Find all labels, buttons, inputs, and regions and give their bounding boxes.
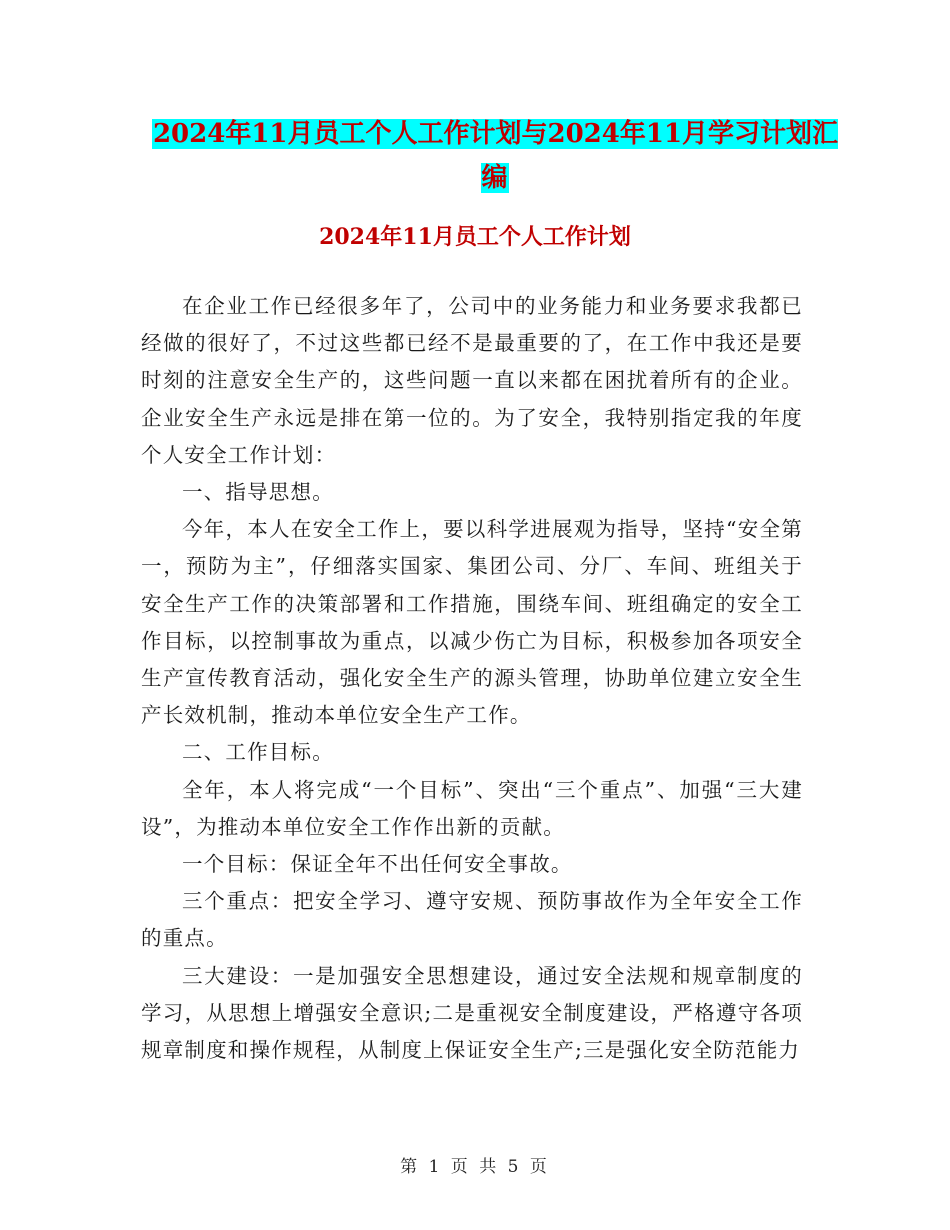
main-title-highlight: 2024年11月员工个人工作计划与2024年11月学习计划汇编 [152,119,839,193]
heading-work-goals: 二、工作目标。 [182,740,334,765]
paragraph-intro: 在企业工作已经很多年了，公司中的业务能力和业务要求我都已经做的很好了，不过这些都已经不是最重要的了，在工作中我还是要时刻的注意安全生产的，这些问题一直以来都在困扰着所有的企业。企业安全生产永远是排在第一位的。为了安全，我特别指定我的年度个人安全工作计划： [141,294,803,467]
paragraph-three-constructions: 三大建设：一是加强安全思想建设，通过安全法规和规章制度的学习，从思想上增强安全意识;二是重视安全制度建设，严格遵守各项规章制度和操作规程，从制度上保证安全生产;三是强化安全防范能力 [141,963,803,1063]
paragraph-work-goals: 全年，本人将完成“一个目标”、突出“三个重点”、加强“三大建设”，为推动本单位安全工作作出新的贡献。 [141,777,803,839]
section-title: 2024年11月员工个人工作计划 [319,224,631,250]
page-footer: 第 1 页 共 5 页 [400,1157,550,1177]
paragraph-guiding-thought: 今年，本人在安全工作上，要以科学进展观为指导，坚持“安全第一，预防为主”，仔细落实国家、集团公司、分厂、车间、班组关于安全生产工作的决策部署和工作措施，围绕车间、班组确定的安全工作目标，以控制事故为重点，以减少伤亡为目标，积极参加各项安全生产宣传教育活动，强化安全生产的源头管理，协助单位建立安全生产长效机制，推动本单位安全生产工作。 [141,517,803,728]
document-main-title [140,112,850,200]
document-body [141,288,803,1069]
paragraph-three-focus: 三个重点：把安全学习、遵守安规、预防事故作为全年安全工作的重点。 [141,889,803,951]
paragraph-one-goal: 一个目标：保证全年不出任何安全事故。 [182,852,573,877]
heading-guiding-thought: 一、指导思想。 [182,480,334,505]
